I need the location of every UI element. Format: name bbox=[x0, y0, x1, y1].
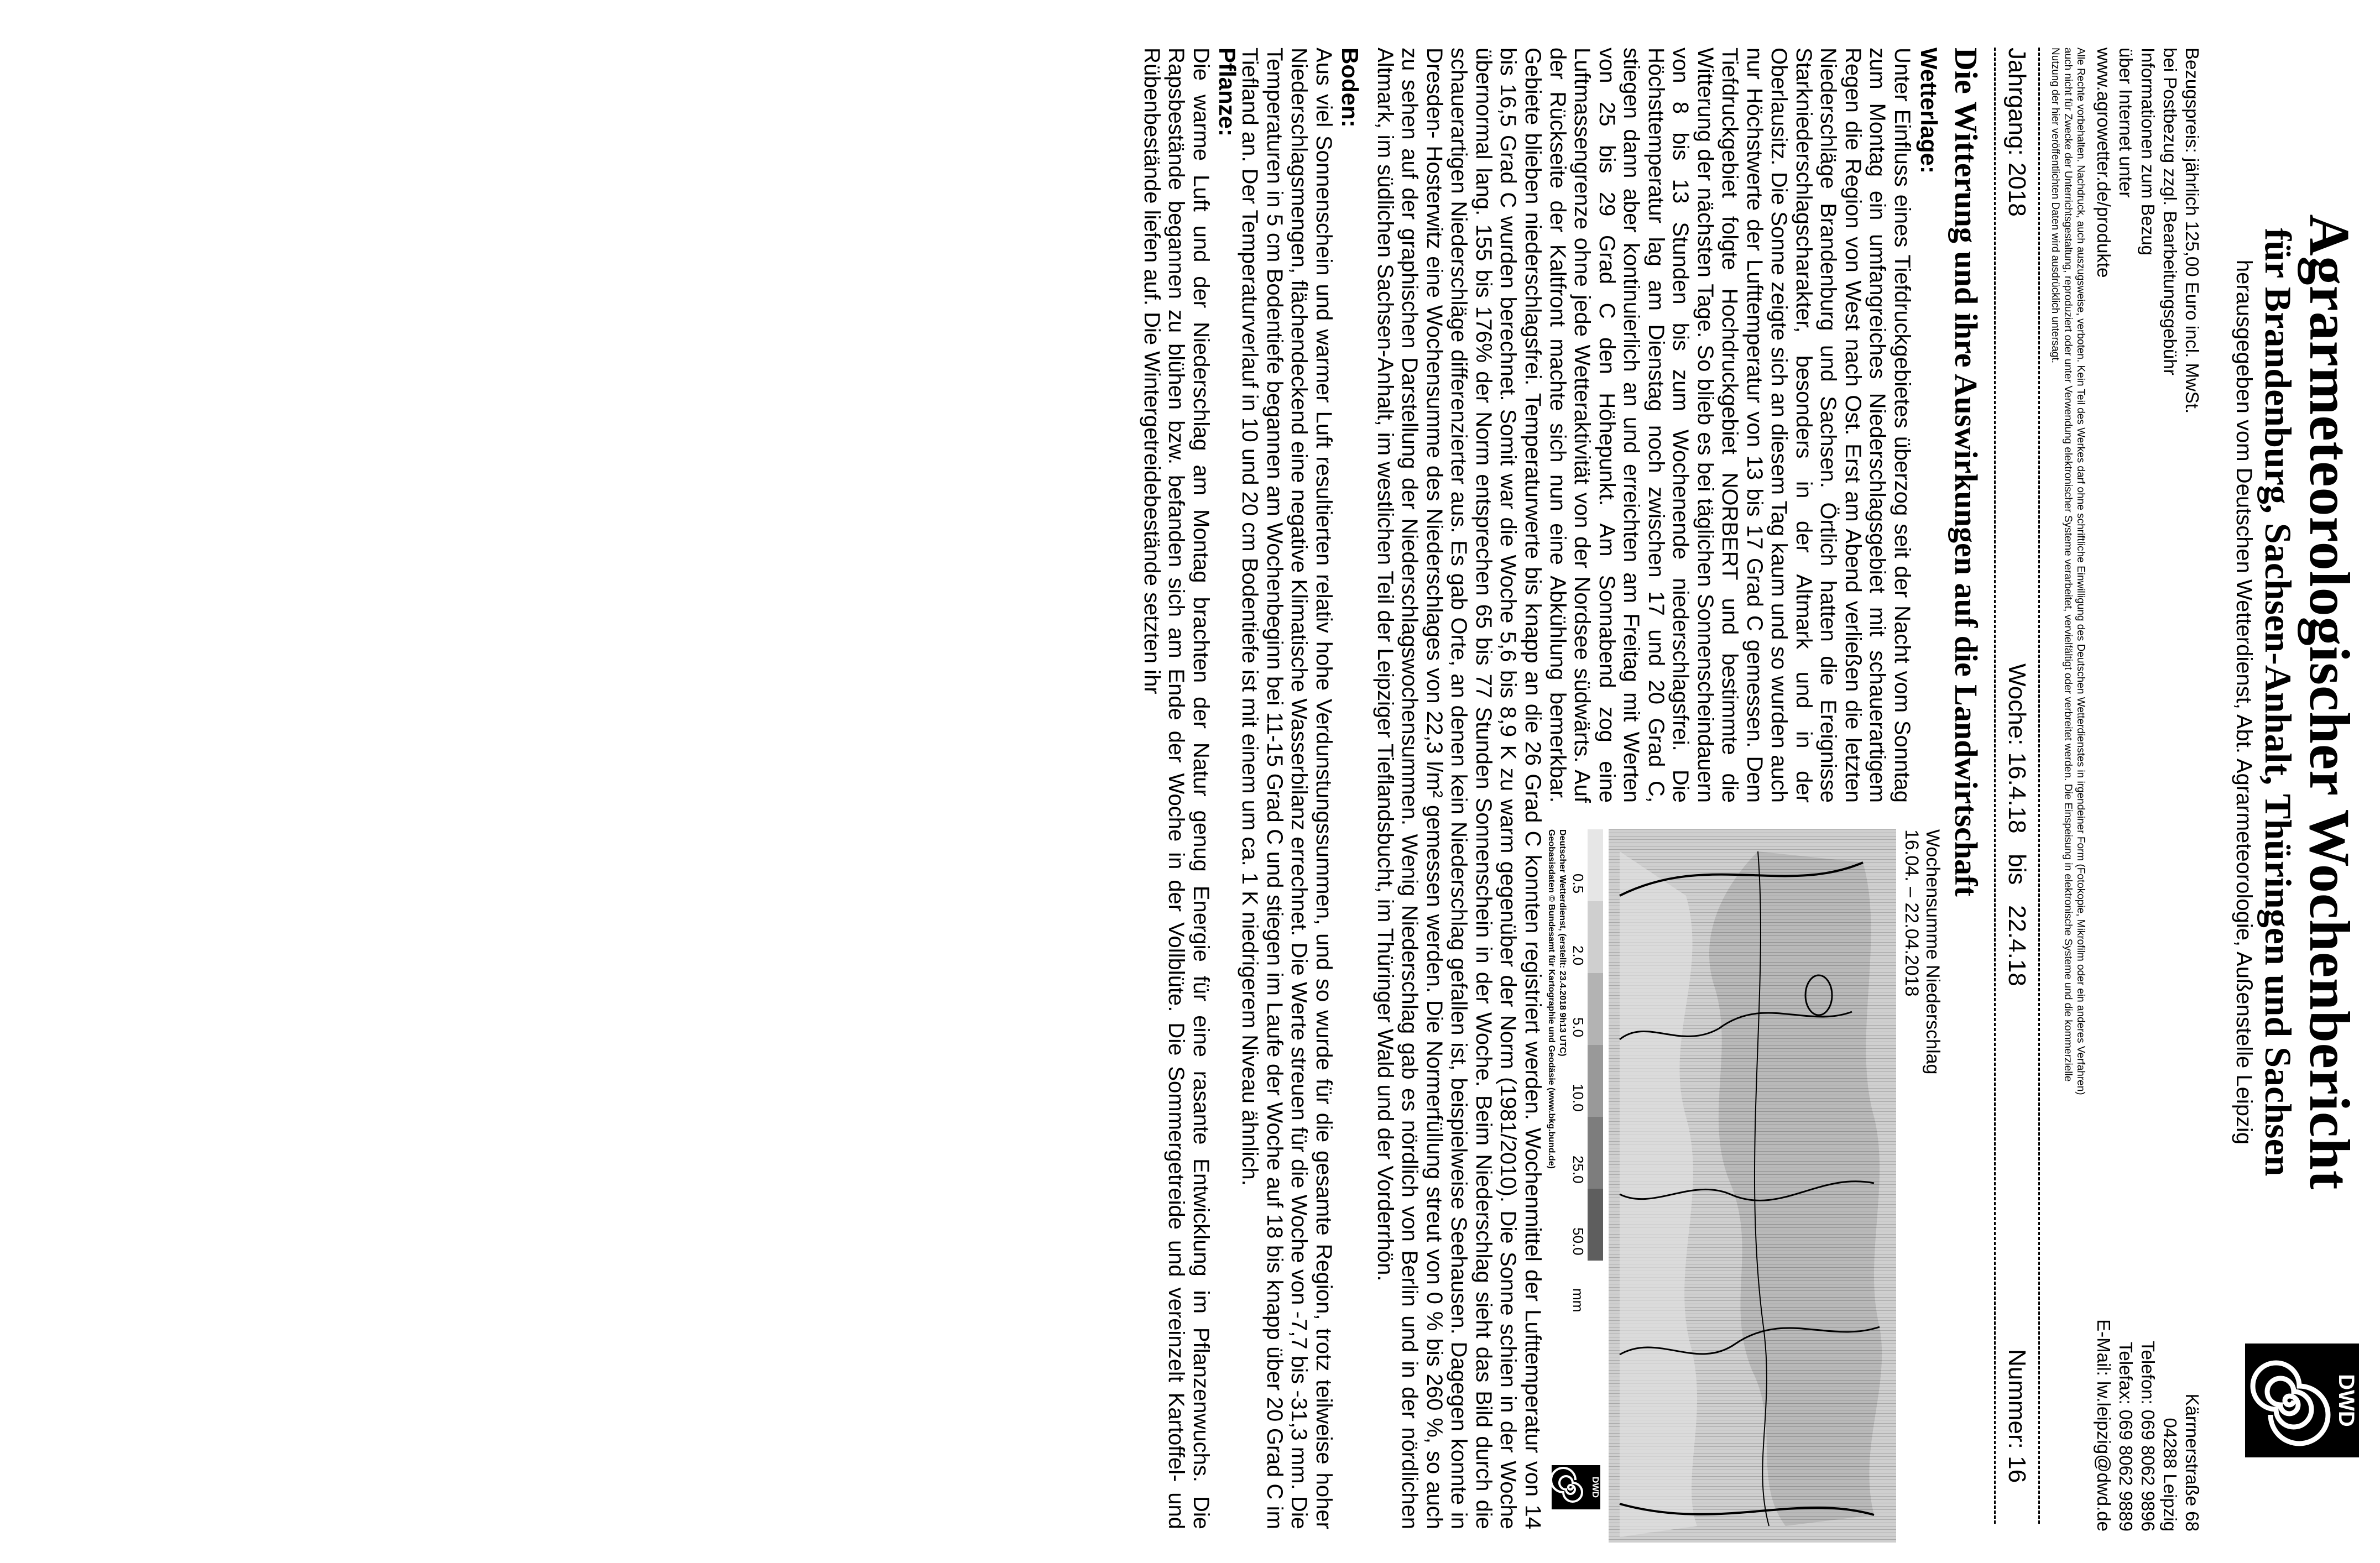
legend-swatch bbox=[1588, 901, 1603, 973]
rights-notice: Alle Rechte vorbehalten. Nachdruck, auch auszugsweise, verboten. Kein Teil des Werkes darf ohne schriftliche Einwilligung des Deutschen Wetterdienstes in irgendeiner Form (Fotokopie, Mikrofilm oder ein anderes Verfahren) auch nicht für Zwecke der Unterrichtsgestaltung, reproduziert oder unter Verwendung elektronischer Systeme verarbeitet, vervielfältigt oder verbreitet werden. Die Einspeisung in elektronische Systeme und die kommerzielle Nutzung der hier veröffentlichten Daten wird ausdrücklich untersagt. bbox=[2049, 48, 2086, 1095]
contact-email[interactable]: E-Mail: lw.leipzig@dwd.de bbox=[2094, 1319, 2114, 1531]
legend-unit: mm bbox=[1570, 1288, 1586, 1313]
address-street: Kärrnerstraße 68 bbox=[2182, 1393, 2202, 1531]
legend-label: 10.0 bbox=[1570, 1084, 1586, 1112]
wetterlage-column-text: Unter Einfluss eines Tiefdruckgebietes überzog seit der Nacht vom Sonntag zum Montag ein umfangreiches Niederschlagsgebiet mit schauerartigem Regen die Region von West nach Ost. Erst am Abend verließen die letzten Niederschläge Brandenburg und Sachsen. Örtlich hatten die Ereignisse Starkniederschlagscharakter, besonders in der Altmark und in der Oberlausitz. Die Sonne zeigte sich an diesem Tag kaum und so wurden auch nur Höchstwerte der Lufttemperatur von 13 bis 17 Grad C gemessen. Dem Tiefdruckgebiet folgte Hochdruckgebiet NORBERT und bestimmte die Witterung der nächsten Tage. So blieb es bei täglichen Sonnenscheindauern von 8 bis 13 Stunden bis zum Wochenende niederschlagsfrei. Die Höchsttemperatur lag am Dienstag noch zwischen 17 und 20 Grad C, stiegen dann aber kontinuierlich an und erreichten am Freitag mit Werten von 25 bis 29 Grad C den Höhepunkt. Am Sonnabend zog eine Luftmassengrenze ohne jede Wetteraktivität von der Nordsee südwärts. Auf der Rückseite der Kaltfront machte sich nun eine Abkühlung bemerkbar. bbox=[1546, 48, 1914, 803]
subscription-line: Informationen zum Bezug bbox=[2138, 48, 2158, 256]
legend-label: 5.0 bbox=[1570, 1017, 1586, 1038]
legend-swatch bbox=[1588, 1189, 1603, 1261]
subscription-line: Bezugspreis: jährlich 125,00 Euro incl. MwSt. bbox=[2182, 48, 2202, 414]
report-subtitle: für Brandenburg, Sachsen-Anhalt, Thüringen und Sachsen bbox=[2257, 228, 2299, 1177]
divider-top bbox=[2038, 48, 2040, 1524]
pflanze-text: Die warme Luft und der Niederschlag am Montag brachten der Natur genug Energie für eine rasante Entwicklung im Pflanzenwuchs. Die Rapsbestände begannen zu blühen bzw. befanden sich am Ende der Woche in der Vollblüte. Die Sommergetreide und vereinzelt Kartoffel- und Rübenbestände liefen auf. Die Wintergetreidebestände setzten ihr bbox=[1140, 48, 1213, 1529]
contact-fax: Telefax: 069 8062 9889 bbox=[2116, 1341, 2136, 1531]
legend-labels bbox=[1570, 829, 1586, 1360]
spiral-icon bbox=[1552, 1465, 1589, 1509]
map-legend bbox=[1588, 829, 1603, 1327]
legend-swatch bbox=[1588, 1117, 1603, 1189]
boden-heading: Boden: bbox=[1337, 48, 1363, 128]
spiral-icon bbox=[2245, 1344, 2334, 1457]
map-dwd-logo: DWD bbox=[1552, 1465, 1600, 1509]
report-title: Agrarmeteorologischer Wochenbericht bbox=[2298, 214, 2361, 1190]
precipitation-map-panel bbox=[1545, 829, 1943, 1526]
map-credit: Deutscher Wetterdienst, (erstellt: 23.4.2018 9h13 UTC) bbox=[1558, 829, 1567, 1057]
dwd-logo-text: DWD bbox=[2334, 1344, 2359, 1457]
website-link[interactable]: www.agrowetter.de/produkte bbox=[2094, 48, 2114, 278]
boden-text: Aus viel Sonnenschein und warmer Luft resultierten relativ hohe Verdunstungssummen, und so wurde für die gesamte Region, trotz teilweise hoher Niederschlagsmengen, flächendeckend eine negative Klimatische Wasserbilanz errechnet. Die Werte streuen für die Woche von -7,7 bis -31,3 mm. Die Temperaturen in 5 cm Bodentiefe begannen am Wochenbeginn bei 11-15 Grad C und stiegen im Laufe der Woche auf 18 bis knapp über 20 Grad C im Tiefland an. Der Temperaturverlauf in 10 und 20 cm Bodentiefe ist mit einem um ca. 1 K niedrigerem Niveau ähnlich. bbox=[1238, 48, 1336, 1529]
wetterlage-heading: Wetterlage: bbox=[1916, 48, 1942, 174]
legend-swatch bbox=[1588, 973, 1603, 1045]
subscription-line: bei Postbezug zzgl. Bearbeitungsgebühr bbox=[2160, 48, 2180, 375]
report-publisher: herausgegeben vom Deutschen Wetterdienst, Abt. Agrarmeteorologie, Außenstelle Leipzig bbox=[2232, 259, 2256, 1145]
address-city: 04288 Leipzig bbox=[2160, 1418, 2180, 1531]
map-graphic bbox=[1609, 829, 1896, 1543]
article-heading: Die Witterung und ihre Auswirkungen auf die Landwirtschaft bbox=[1948, 48, 1984, 897]
map-period: 16.04. – 22.04.2018 bbox=[1901, 829, 1922, 997]
map-geodata-credit: Geobasisdaten © Bundesamt für Kartographie und Geodäsie (www.bkg.bund.de) bbox=[1547, 829, 1556, 1169]
contact-phone: Telefon: 069 8062 9896 bbox=[2138, 1341, 2158, 1531]
legend-label: 0.5 bbox=[1570, 874, 1586, 894]
legend-label: 50.0 bbox=[1570, 1227, 1586, 1256]
legend-swatch bbox=[1588, 1045, 1603, 1117]
subscription-info bbox=[2092, 48, 2203, 545]
pflanze-heading: Pflanze: bbox=[1214, 48, 1240, 137]
legend-swatch bbox=[1588, 829, 1603, 901]
issue-number: Nummer: 16 bbox=[2003, 1349, 2031, 1483]
divider-bottom bbox=[1994, 48, 1996, 1524]
legend-label: 2.0 bbox=[1570, 945, 1586, 966]
precipitation-map bbox=[1609, 829, 1896, 1543]
issue-week: Woche: 16.4.18 bis 22.4.18 bbox=[2003, 663, 2031, 986]
wetterlage-continuation: Gebiete blieben niederschlagsfrei. Temperaturwerte bis knapp an die 26 Grad C konnten registriert werden. Wochenmittel der Lufttemperatur von 14 bis 16,5 Grad C wurden berechnet. Somit war die Woche 5,6 bis 8,9 K zu warm gegenüber der Norm (1981/2010). Die Sonne schien in der Woche übernormal lang. 155 bis 176% der Norm entsprechen 65 bis 77 Stunden Sonnenschein in der Woche. Beim Niederschlag sieht das Bild durch die schauerartigen Niederschläge differenzierter aus. Es gab Orte, an denen kein Niederschlag gefallen ist, beispielweise Seehausen. Dagegen konnte in Dresden- Hosterwitz eine Wochensumme des Niederschlages von 22,3 l/m² gemessen werden. Die Normerfüllung streut von 0 % bis 260 %, so auch zu sehen auf der graphischen Darstellung der Niederschlagswochensummen. Wenig Niederschlag gab es nördlich von Berlin und in der nördlichen Altmark, im südlichen Sachsen-Anhalt, im westlichen Teil der Leipziger Tieflandsbucht, im Thüringer Wald und der Vorderrhön. bbox=[1373, 48, 1545, 1529]
legend-label: 25.0 bbox=[1570, 1156, 1586, 1184]
issue-year: Jahrgang: 2018 bbox=[2003, 48, 2031, 217]
subscription-line: über Internet unter bbox=[2116, 48, 2136, 198]
map-title: Wochensumme Niederschlag bbox=[1922, 829, 1943, 1075]
address-block bbox=[2092, 1261, 2203, 1531]
dwd-logo bbox=[2245, 1344, 2359, 1457]
